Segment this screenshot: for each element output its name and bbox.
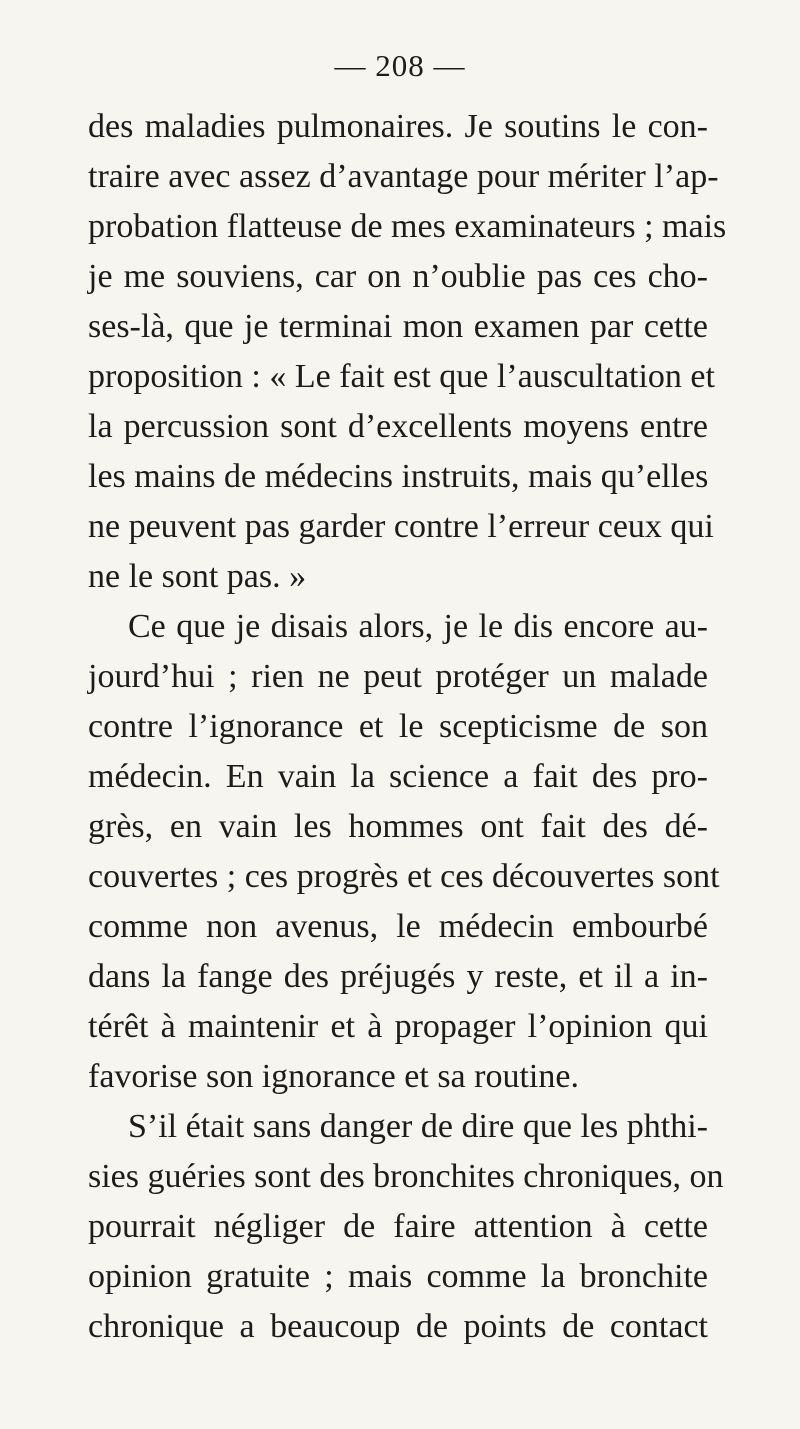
text-line: je me souviens, car on n’oublie pas ces cho- <box>88 258 708 295</box>
text-line: grès, en vain les hommes ont fait des dé- <box>88 808 708 845</box>
text-line: S’il était sans danger de dire que les phthi- <box>128 1108 708 1145</box>
text-line: ne le sont pas. » <box>88 558 307 595</box>
text-line: Ce que je disais alors, je le dis encore au- <box>128 608 708 645</box>
page-number-header: — 208 — <box>334 48 466 83</box>
text-line: traire avec assez d’avantage pour mériter l’ap- <box>88 158 719 195</box>
text-line: couvertes ; ces progrès et ces découvertes sont <box>88 858 720 895</box>
text-line: jourd’hui ; rien ne peut protéger un malade <box>88 658 708 695</box>
text-line: ne peuvent pas garder contre l’erreur ceux qui <box>88 508 714 545</box>
text-line: les mains de médecins instruits, mais qu’elles <box>88 458 709 495</box>
text-line: comme non avenus, le médecin embourbé <box>88 908 708 945</box>
text-line: proposition : « Le fait est que l’auscultation et <box>88 358 715 395</box>
text-line: la percussion sont d’excellents moyens entre <box>88 408 708 445</box>
text-line: probation flatteuse de mes examinateurs ; mais <box>88 208 727 245</box>
text-line: ses-là, que je terminai mon examen par cette <box>88 308 708 345</box>
text-line: médecin. En vain la science a fait des pro- <box>88 758 708 795</box>
text-line: favorise son ignorance et sa routine. <box>88 1058 579 1095</box>
text-line: térêt à maintenir et à propager l’opinion qui <box>88 1008 708 1045</box>
text-line: pourrait négliger de faire attention à cette <box>88 1208 708 1245</box>
text-line: sies guéries sont des bronchites chroniques, on <box>88 1158 724 1195</box>
text-line: contre l’ignorance et le scepticisme de son <box>88 708 708 745</box>
text-line: opinion gratuite ; mais comme la bronchite <box>88 1258 708 1295</box>
text-line: dans la fange des préjugés y reste, et il a in- <box>88 958 708 995</box>
text-line: des maladies pulmonaires. Je soutins le con- <box>88 108 708 145</box>
text-line: chronique a beaucoup de points de contact <box>88 1308 708 1345</box>
